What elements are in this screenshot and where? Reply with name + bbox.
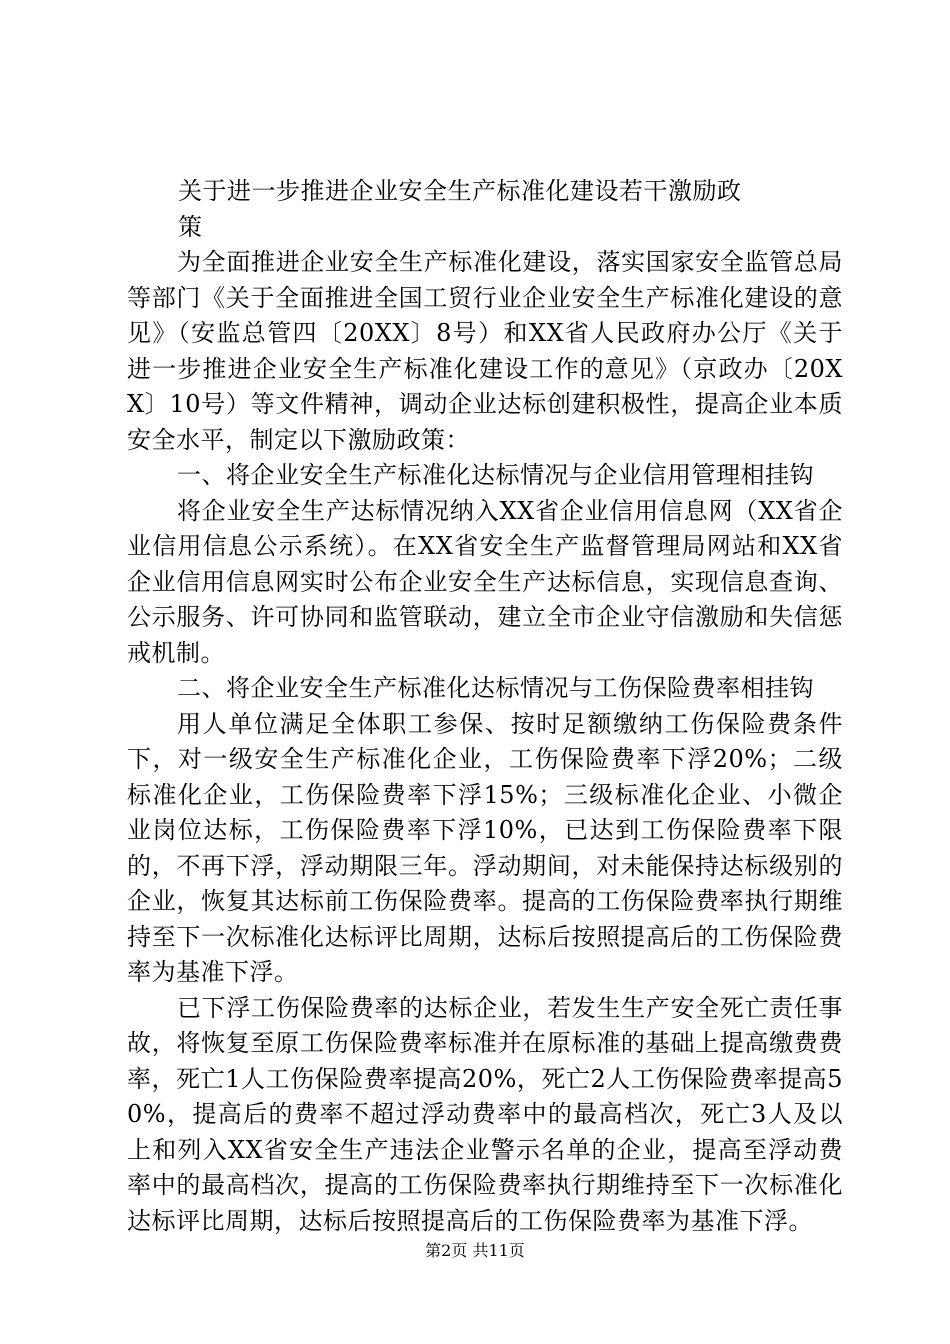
section-heading-1: 一、将企业安全生产标准化达标情况与企业信用管理相挂钩 (177, 461, 814, 489)
paragraph-credit: 将企业安全生产达标情况纳入XX省企业信用信息网（XX省企业信用信息公示系统）。在XX省安全生产监督管理局网站和XX省企业信用信息网实时公布企业安全生产达标信息，实现信息查询、公示服务、许可协同和监管联动，建立全市企业守信激励和失信惩戒机制。 (127, 496, 843, 667)
document-title: 关于进一步推进企业安全生产标准化建设若干激励政策 (178, 177, 742, 241)
paragraph-insurance-penalty: 已下浮工伤保险费率的达标企业，若发生生产安全死亡责任事故，将恢复至原工伤保险费率标准并在原标准的基础上提高缴费费率，死亡1人工伤保险费率提高20%，死亡2人工伤保险费率提高50%，提高后的费率不超过浮动费率中的最高档次，死亡3人及以上和列入XX省安全生产违法企业警示名单的企业，提高至浮动费率中的最高档次，提高的工伤保险费率执行期维持至下一次标准化达标评比周期，达标后按照提高后的工伤保险费率为基准下浮。 (127, 993, 843, 1235)
paragraph-insurance-rates: 用人单位满足全体职工参保、按时足额缴纳工伤保险费条件下，对一级安全生产标准化企业，工伤保险费率下浮20%；二级标准化企业，工伤保险费率下浮15%；三级标准化企业、小微企业岗位达标，工伤保险费率下浮10%，已达到工伤保险费率下限的，不再下浮，浮动期限三年。浮动期间，对未能保持达标级别的企业，恢复其达标前工伤保险费率。提高的工伤保险费率执行期维持至下一次标准化达标评比周期，达标后按照提高后的工伤保险费率为基准下浮。 (127, 709, 843, 986)
paragraph-intro: 为全面推进企业安全生产标准化建设，落实国家安全监管总局等部门《关于全面推进全国工贸行业企业安全生产标准化建设的意见》（安监总管四〔20XX〕8号）和XX省人民政府办公厅《关于进一步推进企业安全生产标准化建设工作的意见》（京政办〔20XX〕10号）等文件精神，调动企业达标创建积极性，提高企业本质安全水平，制定以下激励政策： (127, 248, 843, 454)
section-heading-2: 二、将企业安全生产标准化达标情况与工伤保险费率相挂钩 (177, 674, 814, 702)
page-number: 第2页 共11页 (425, 1241, 525, 1260)
document-body (127, 174, 843, 1239)
